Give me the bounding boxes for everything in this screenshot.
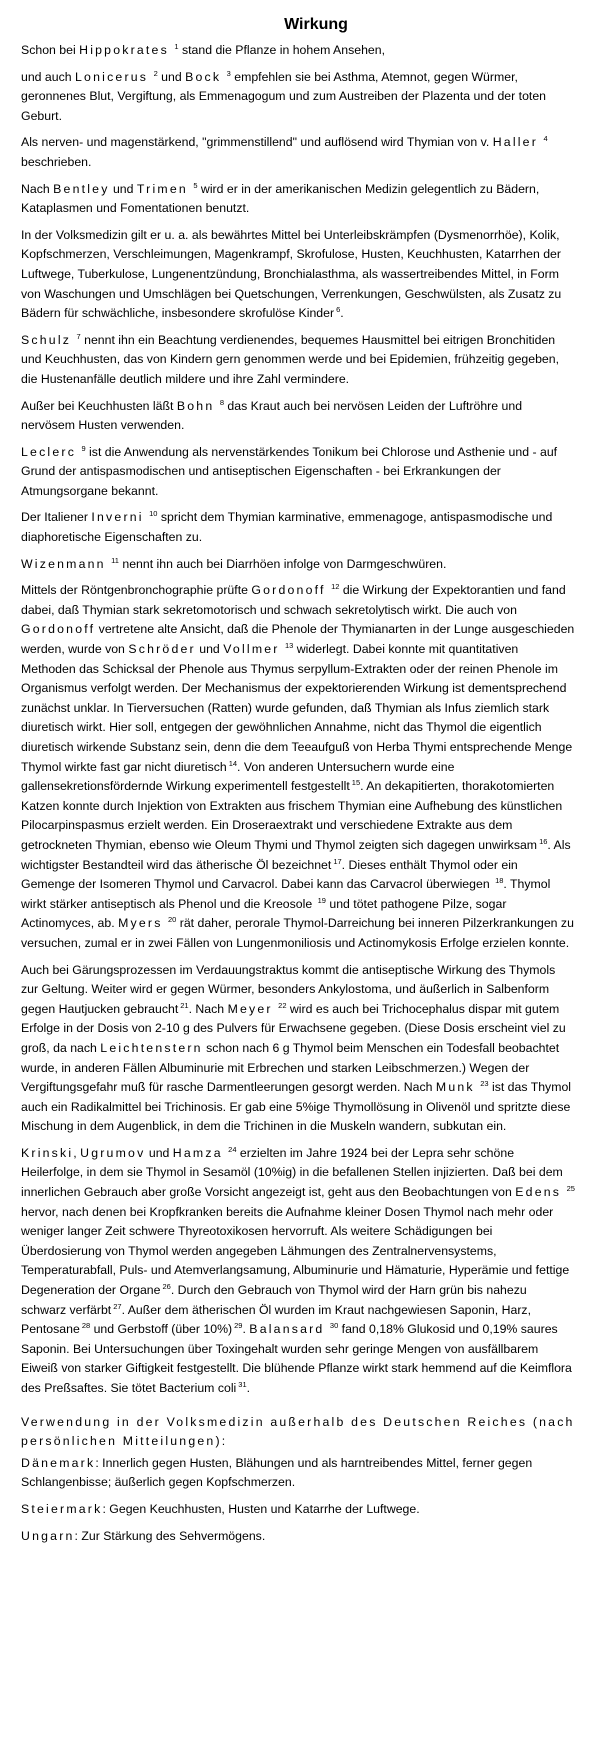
- text-run: vertretene alte Ansicht, daß die Phenole der Thymianarten in der Lunge ausgeschieden werden, wurde von: [21, 622, 575, 657]
- footnote-ref: 20: [167, 915, 177, 925]
- paragraph: [21, 133, 575, 172]
- paragraph: [21, 397, 575, 436]
- text-run: empfehlen sie bei Asthma, Atemnot, gegen Würmer, geronnenes Blut, Vergiftung, als Emmenagogum und zum Austreiben der Plazenta und der toten Geburt.: [21, 69, 547, 123]
- text-run: [221, 70, 224, 84]
- page-title: Wirkung: [284, 16, 348, 33]
- text-run: [538, 135, 541, 149]
- text-run: und Gerbstoff (über 10%): [90, 1322, 233, 1337]
- author-name: Leclerc: [21, 444, 77, 459]
- text-run: schon nach 6 g Thymol beim Menschen ein Todesfall beobachtet wurde, in anderen Fällen Albuminurie mit Erbrechen und starken Leibschmerzen.) Wegen der Vergiftungsgefahr muß für rasche Darmentleerungen gesorgt werden. Nach: [21, 1040, 560, 1095]
- footnote-ref: 8: [219, 397, 224, 407]
- text-run: ist die Anwendung als nervenstärkendes Tonikum bei Chlorose und Asthenie und - auf Grund der antispasmodischen und antiseptischen Eigenschaften - bei Erkrankungen der Atmungsorgane bekannt.: [21, 444, 558, 498]
- author-name: Steiermark: [21, 1501, 103, 1516]
- footnote-ref: 26: [162, 1282, 171, 1292]
- author-name: Trimen: [136, 181, 188, 196]
- text-run: [76, 445, 79, 459]
- text-run: . Durch den Gebrauch von Thymol wird der Harn grün bis nahezu schwarz verfärbt: [21, 1283, 527, 1317]
- author-name: Inverni: [91, 510, 144, 525]
- footnote-ref: 7: [76, 331, 81, 341]
- author-name: Wizenmann: [21, 556, 106, 571]
- text-run: spricht dem Thymian karminative, emmenagoge, antispasmodische und diaphoretische Eigenschaften zu.: [21, 510, 553, 545]
- footnote-ref: 12: [331, 582, 340, 592]
- author-name: Ungarn: [21, 1528, 75, 1543]
- author-name: Munk: [435, 1080, 475, 1095]
- text-run: : Gegen Keuchhusten, Husten und Katarrhe der Luftwege.: [102, 1501, 420, 1516]
- body-text: [21, 41, 575, 1399]
- text-run: die Wirkung der Expektorantien und fand dabei, daß Thymian stark sekretomotorisch und schwach sekretolytisch wirkt. Die auch von: [21, 583, 566, 617]
- text-run: und tötet pathogene Pilze, sogar Actinomyces, ab.: [21, 896, 507, 931]
- text-run: [561, 1185, 564, 1199]
- paragraph: [21, 41, 575, 61]
- footnote-ref: 1: [174, 42, 179, 51]
- paragraph: [21, 961, 575, 1137]
- footnote-ref: 31: [238, 1380, 247, 1389]
- text-run: . Nach: [188, 1001, 228, 1016]
- text-run: . Dieses enthält Thymol oder ein Gemenge der Isomeren Thymol und Carvacrol. Dabei kann das Carvacrol überwiegen: [21, 857, 518, 892]
- author-name: Balansard: [249, 1322, 325, 1337]
- text-run: nennt ihn auch bei Diarrhöen infolge von Darmgeschwüren.: [118, 556, 447, 571]
- paragraph: [21, 180, 575, 219]
- footnote-ref: 16: [539, 836, 548, 846]
- region-paragraph: [21, 1527, 575, 1547]
- text-run: das Kraut auch bei nervösen Leiden der Luftröhre und nervösem Husten verwenden.: [21, 398, 523, 433]
- text-run: und: [109, 181, 137, 196]
- text-run: . Thymol wirkt stärker antiseptisch als Phenol und die Kreosole: [21, 877, 551, 911]
- text-run: Außer bei Keuchhusten läßt: [21, 398, 177, 413]
- text-run: erzielten im Jahre 1924 bei der Lepra sehr schöne Heilerfolge, in dem sie Thymol in Sesamöl (10%ig) in die befallenen Stellen injizierten. Daß bei dem innerlichen Gebrauch aber große Vorsicht angezeigt ist, geht aus den Beobachtungen von: [21, 1145, 563, 1200]
- author-name: Haller: [492, 135, 539, 150]
- paragraph: [21, 331, 575, 390]
- author-name: Bohn: [176, 398, 215, 413]
- text-run: [106, 557, 109, 571]
- footnote-ref: 22: [278, 1000, 287, 1010]
- text-run: stand die Pflanze in hohem Ansehen,: [178, 43, 386, 57]
- text-run: [214, 399, 217, 413]
- author-name: Leichtenstern: [100, 1040, 203, 1055]
- author-name: Meyer: [227, 1001, 273, 1016]
- footnote-ref: 15: [351, 778, 361, 788]
- text-run: [475, 1080, 478, 1094]
- author-name: Gordonoff: [251, 583, 326, 598]
- footnote-ref: 5: [193, 180, 198, 190]
- text-run: .: [340, 306, 344, 321]
- text-run: Schon bei: [21, 43, 80, 57]
- footnote-ref: 29: [234, 1321, 243, 1331]
- text-run: beschrieben.: [21, 154, 92, 169]
- footnote-ref: 25: [566, 1184, 575, 1194]
- footnote-ref: 23: [480, 1079, 489, 1089]
- footnote-ref: 4: [543, 134, 548, 144]
- text-run: [223, 1146, 226, 1160]
- author-name: Dänemark: [21, 1455, 96, 1470]
- paragraph: [21, 581, 575, 953]
- text-run: fand 0,18% Glukosid und 0,19% saures Saponin. Bei Untersuchungen über Toxingehalt wurden sehr geringe Mengen von ausfällbarem Eiweiß von starker Giftigkeit festgestellt. Die blühende Pflanze wirkt stark hemmend auf die Keimflora des Preßsaftes. Sie tötet Bacterium coli: [21, 1322, 572, 1395]
- text-run: und: [195, 642, 224, 657]
- author-name: Schröder: [128, 642, 196, 657]
- text-run: ist das Thymol auch ein Radikalmittel bei Trichinosis. Er gab eine 5%ige Thymollösung in Olivenöl und spritzte diese Mischung in dem Augenblick, in dem die Trichinen in die Muskeln wandern, subkutan ein.: [21, 1080, 572, 1134]
- text-run: [280, 642, 283, 656]
- footnote-ref: 14: [228, 758, 238, 768]
- author-name: Krinski: [21, 1145, 74, 1160]
- footnote-ref: 18: [495, 876, 504, 886]
- text-run: [169, 43, 172, 57]
- text-run: [188, 182, 191, 196]
- author-name: Ugrumov: [80, 1145, 146, 1160]
- author-name: Lonicerus: [75, 69, 149, 84]
- text-run: .: [242, 1322, 250, 1337]
- author-name: Bock: [185, 69, 222, 84]
- author-name: Myers: [118, 916, 163, 931]
- text-run: [144, 510, 147, 524]
- footnote-ref: 10: [149, 509, 158, 519]
- text-run: nennt ihn ein Beachtung verdienendes, bequemes Hausmittel bei eitrigen Bronchitiden und Keuchhusten, das von Kindern gern genommen werde und bei Epidemien, frühzeitig gegeben, die Hustenanfälle deutlich mildere und ihre Zahl vermindere.: [21, 332, 560, 386]
- text-run: Nach: [21, 181, 54, 196]
- author-name: Edens: [515, 1185, 562, 1200]
- text-run: und auch: [21, 69, 76, 84]
- region-paragraph: [21, 1454, 575, 1493]
- text-run: .: [246, 1381, 251, 1395]
- text-run: . Als wichtigster Bestandteil wird das ätherische Öl bezeichnet: [21, 837, 571, 872]
- text-run: : Innerlich gegen Husten, Blähungen und als harntreibendes Mittel, ferner gegen Schlangenbisse; äußerlich gegen Kopfschmerzen.: [21, 1455, 533, 1490]
- author-name: Gordonoff: [21, 622, 96, 637]
- paragraph: [21, 555, 575, 575]
- text-run: ,: [73, 1145, 81, 1160]
- text-run: Als nerven- und magenstärkend, "grimmenstillend" und auflösend wird Thymian von v.: [21, 135, 493, 150]
- paragraph: [21, 226, 575, 324]
- text-run: wird es auch bei Trichocephalus dispar mit gutem Erfolge in der Dosis von 2-10 g des Pulvers für Erwachsene gegeben. (Diese Dosis erscheint viel zu groß, da nach: [21, 1001, 566, 1055]
- text-run: [326, 583, 329, 597]
- text-run: widerlegt. Dabei konnte mit quantitativen Methoden das Schicksal der Phenole aus Thymus serpyllum-Extrakten oder der reinen Phenole im Organismus verfolgt werden. Der Mechanismus der expektorierenden Wirkung ist dementsprechend zunächst unklar. In Tierversuchen (Ratten) wurde gefunden, daß Thymian als Infus ziemlich stark diuretisch wirkt. Hier soll, entgegen der gewöhnlichen Annahme, nicht das Thymol die eigentlich diuretisch wirkende Substanz sein, denn die dem Teeaufguß von Herba Thymi entsprechende Menge Thymol wirkte fast gar nicht diuretisch: [21, 642, 573, 774]
- footnote-ref: 24: [228, 1144, 237, 1154]
- author-name: Schulz: [21, 332, 72, 347]
- text-run: Mittels der Röntgenbronchographie prüfte: [21, 583, 252, 598]
- author-name: Hippokrates: [79, 43, 169, 57]
- text-run: [324, 1322, 327, 1336]
- author-name: Hamza: [172, 1145, 223, 1160]
- footnote-ref: 9: [81, 443, 86, 453]
- regional-uses: [21, 1454, 575, 1546]
- text-run: wird er in der amerikanischen Medizin gelegentlich zu Bädern, Kataplasmen und Fomentationen benutzt.: [21, 181, 540, 216]
- footnote-ref: 19: [317, 895, 326, 905]
- text-run: : Zur Stärkung des Sehvermögens.: [74, 1528, 266, 1543]
- paragraph: [21, 508, 575, 547]
- footnote-ref: 27: [113, 1301, 122, 1311]
- footnote-ref: 6: [336, 305, 341, 315]
- text-run: Auch bei Gärungsprozessen im Verdauungstraktus kommt die antiseptische Wirkung des Thymols zur Geltung. Weiter wird er gegen Würmer, besonders Ankylostoma, und äußerlich in Salbenform gegen Hautjucken gebraucht: [21, 962, 556, 1016]
- text-run: Der Italiener: [21, 510, 92, 525]
- text-run: [148, 70, 151, 84]
- text-run: . Außer dem ätherischen Öl wurden im Kraut nachgewiesen Saponin, Harz, Pentosane: [21, 1302, 531, 1337]
- author-name: Vollmer: [223, 642, 280, 657]
- footnote-ref: 2: [153, 68, 158, 78]
- text-run: . Von anderen Untersuchern wurde eine gallensekretionsfördernde Wirkung experimentell festgestellt: [21, 759, 455, 794]
- text-run: und: [145, 1145, 173, 1160]
- text-run: rät daher, perorale Thymol-Darreichung bei inneren Pilzerkrankungen zu versuchen, zumal er in zwei Fällen von Lungenmoniliosis und Actinomykosis Erfolge erzielen konnte.: [21, 916, 574, 950]
- paragraph: [21, 68, 575, 127]
- text-run: [163, 916, 166, 930]
- author-name: Bentley: [53, 181, 110, 196]
- paragraph: [21, 1144, 575, 1399]
- text-run: In der Volksmedizin gilt er u. a. als bewährtes Mittel bei Unterleibskrämpfen (Dysmenorrhöe), Kolik, Kopfschmerzen, Verschleimungen, Magenkrampf, Skrofulose, Husten, Keuchhusten, Katarrhen der Luftwege, Tuberkulose, Lungenentzündung, Bronchialasthma, als wassertreibendes Mittel, in Form von Waschungen und Umschlägen bei Quetschungen, Verrenkungen, Geschwülsten, als Zusatz zu Bädern für schwächliche, insbesondere skrofulöse Kinder: [21, 227, 562, 321]
- region-paragraph: [21, 1500, 575, 1520]
- footnote-ref: 21: [180, 1000, 189, 1010]
- footnote-ref: 3: [226, 68, 231, 78]
- text-run: . An dekapitierten, thorakotomierten Katzen konnte durch Injektion von Extrakten aus frischem Thymian eine Aufhebung des künstlichen Pilocarpinspasmus erzielt werden. Ein Droseraextrakt und verschiedene Extrakte aus dem getrockneten Thymian, ebenso wie Oleum Thymi und Thymol zeigten sich dagegen unwirksam: [21, 779, 563, 852]
- text-run: [71, 333, 74, 347]
- footnote-ref: 13: [285, 641, 294, 651]
- text-run: hervor, nach denen bei Kropfkranken bereits die Aufnahme kleiner Dosen Thymol nach mehr oder weniger langer Zeit schwere Thyreotoxikosen hervorruft. Als weitere Schädigungen bei Überdosierung von Thymol werden angegeben Lähmungen des Zentralnervensystems, Temperaturabfall, Puls- und Atemverlangsamung, Albuminurie und Hämaturie, Hyperämie und fettige Degeneration der Organe: [21, 1204, 570, 1298]
- footnote-ref: 30: [329, 1321, 339, 1331]
- text-run: [273, 1002, 276, 1016]
- footnote-ref: 17: [333, 856, 342, 866]
- paragraph: [21, 443, 575, 502]
- section-title: Verwendung in der Volksmedizin außerhalb des Deutschen Reiches (nach persönlichen Mitteilungen):: [21, 1414, 575, 1449]
- text-run: und: [157, 69, 186, 84]
- footnote-ref: 28: [81, 1321, 91, 1331]
- footnote-ref: 11: [111, 555, 119, 565]
